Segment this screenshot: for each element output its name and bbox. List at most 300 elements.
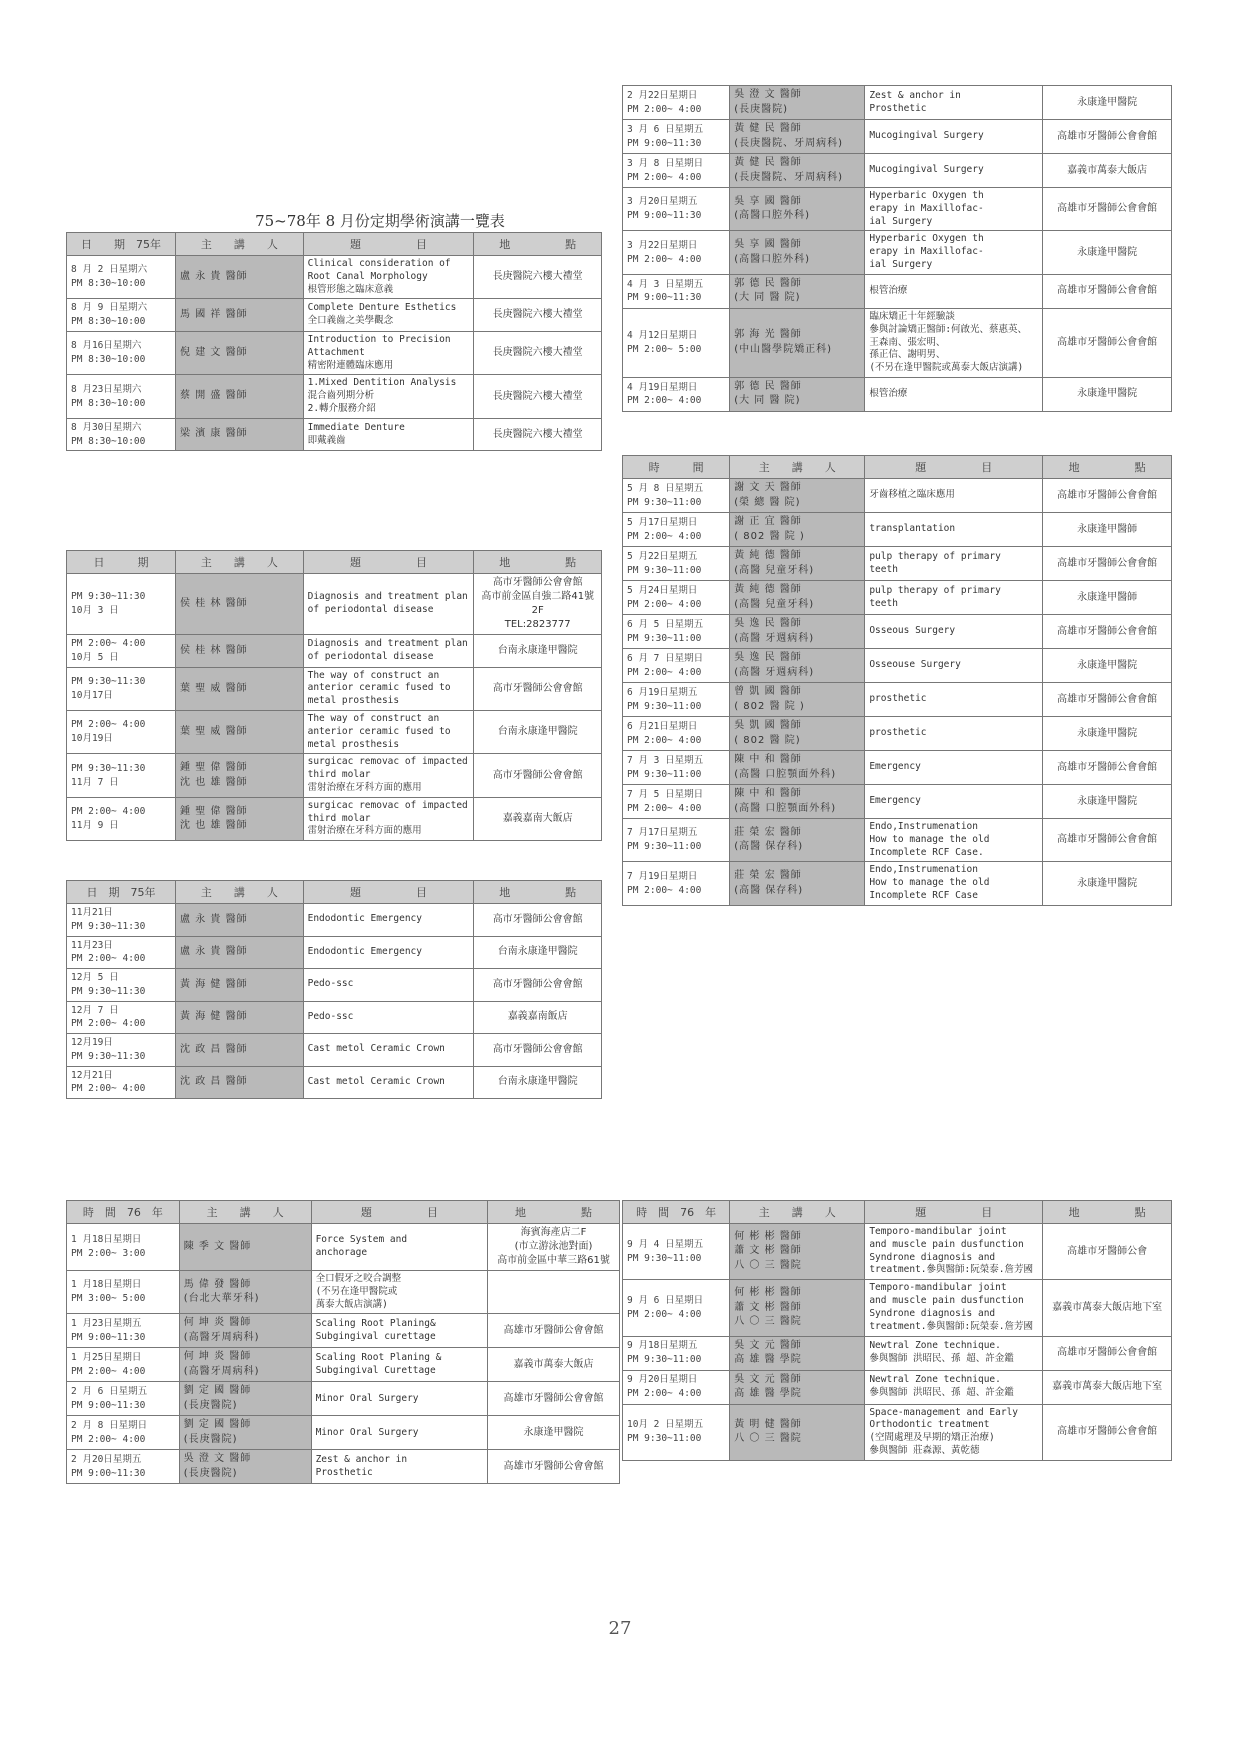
table-row [67, 1450, 620, 1484]
table-header-row [623, 1201, 1172, 1224]
table-row [67, 667, 602, 710]
table-row [67, 375, 602, 418]
lecture-date: 9 月 4 日星期五 PM 9:30~11:00 [623, 1224, 730, 1280]
column-header [865, 456, 1043, 479]
table-header-row [67, 881, 602, 904]
lecture-speaker: 何 坤 炎 醫師 (高醫牙周病科) [179, 1348, 311, 1382]
table-row [67, 710, 602, 753]
lecture-topic: Clinical consideration of Root Canal Morphology 根管形態之臨床意義 [303, 256, 474, 299]
lecture-place: 高市牙醫師公會會館 [474, 1034, 602, 1067]
lecture-speaker: 何 彬 彬 醫師 蕭 文 彬 醫師 八 〇 三 醫院 [730, 1280, 865, 1336]
table-row [67, 1416, 620, 1450]
column-header-label: 題 目 [360, 1206, 438, 1219]
lecture-speaker: 吳 澄 文 醫師 (長庚醫院) [179, 1450, 311, 1484]
lecture-speaker: 謝 正 宜 醫師 ( 802 醫 院 ) [730, 513, 865, 547]
table-row [623, 1280, 1172, 1336]
lecture-topic: surgicac removac of impacted third molar 雷射治療在牙科方面的應用 [303, 797, 474, 840]
lecture-date: 1 月18日星期日 PM 3:00~ 5:00 [67, 1271, 180, 1314]
lecture-speaker: 黃 健 民 醫師 (長庚醫院、牙周病科) [730, 154, 865, 188]
lecture-place: 永康逢甲醫院 [1043, 785, 1172, 819]
lecture-topic: pulp therapy of primary teeth [865, 547, 1043, 581]
column-header [865, 1201, 1043, 1224]
lecture-place: 嘉義市萬泰大飯店地下室 [1043, 1280, 1172, 1336]
lecture-place: 永康逢甲醫師 [1043, 581, 1172, 615]
page-number: 27 [608, 1618, 632, 1639]
table-row [623, 649, 1172, 683]
table-row [67, 969, 602, 1002]
lecture-speaker: 黃 純 德 醫師 (高醫 兒童牙科) [730, 547, 865, 581]
lecture-date: 3 月22日星期日 PM 2:00~ 4:00 [623, 231, 730, 274]
lecture-topic: 牙齒移植之臨床應用 [865, 479, 1043, 513]
table-row [623, 479, 1172, 513]
lecture-place: 台南永康逢甲醫院 [474, 1066, 602, 1099]
lecture-date: 11月23日 PM 2:00~ 4:00 [67, 936, 176, 969]
lecture-place: 高雄市牙醫師公會會館 [488, 1382, 620, 1416]
lecture-place: 台南永康逢甲醫院 [474, 635, 602, 668]
column-header [67, 881, 176, 904]
lecture-topic: Immediate Denture 即戴義齒 [303, 418, 474, 451]
lecture-topic: Endo,Instrumenation How to manage the old Incomplete RCF Case. [865, 819, 1043, 862]
lecture-date: PM 2:00~ 4:00 10月19日 [67, 710, 176, 753]
lecture-speaker: 吳 文 元 醫師 高 雄 醫 學院 [730, 1370, 865, 1404]
lecture-date: PM 9:30~11:30 10月 3 日 [67, 574, 176, 635]
table-row [623, 1224, 1172, 1280]
lecture-place: 高雄市牙醫師公會會館 [1043, 188, 1172, 231]
lecture-speaker: 黃 海 健 醫師 [176, 969, 304, 1002]
column-header [176, 881, 304, 904]
lecture-place: 台南永康逢甲醫院 [474, 936, 602, 969]
lecture-speaker: 盧 永 貴 醫師 [176, 936, 304, 969]
lecture-date: 9 月 6 日星期日 PM 2:00~ 4:00 [623, 1280, 730, 1336]
table-row [67, 904, 602, 937]
lecture-date: 8 月16日星期六 PM 8:30~10:00 [67, 331, 176, 374]
lecture-speaker: 謝 文 天 醫師 (榮 總 醫 院) [730, 479, 865, 513]
lecture-date: PM 2:00~ 4:00 10月 5 日 [67, 635, 176, 668]
column-header-label: 主 講 人 [200, 886, 278, 899]
lecture-topic: 根管治療 [865, 274, 1043, 308]
lecture-speaker: 侯 桂 林 醫師 [176, 574, 304, 635]
column-header-label: 題 目 [915, 1206, 993, 1219]
column-header-label: 地 點 [499, 238, 577, 251]
lecture-date: 7 月17日星期五 PM 9:30~11:00 [623, 819, 730, 862]
table-header-row [67, 1201, 620, 1224]
table-row [623, 308, 1172, 377]
lecture-speaker: 吳 享 國 醫師 (高醫口腔外科) [730, 188, 865, 231]
lecture-place: 永康逢甲醫院 [1043, 377, 1172, 411]
column-header [1043, 1201, 1172, 1224]
column-header-label: 主 講 人 [206, 1206, 284, 1219]
lecture-speaker: 郭 德 民 醫師 (大 同 醫 院) [730, 274, 865, 308]
table-header-row [67, 551, 602, 574]
lecture-date: 2 月 8 日星期日 PM 2:00~ 4:00 [67, 1416, 180, 1450]
lecture-place: 長庚醫院六樓大禮堂 [474, 375, 602, 418]
lecture-place: 永康逢甲醫院 [1043, 862, 1172, 905]
table-row [67, 797, 602, 840]
lecture-topic: Endodontic Emergency [303, 936, 474, 969]
column-header [730, 456, 865, 479]
lecture-speaker: 葉 聖 威 醫師 [176, 667, 304, 710]
table-row [623, 683, 1172, 717]
lecture-date: 5 月17日星期日 PM 2:00~ 4:00 [623, 513, 730, 547]
lecture-topic: 根管治療 [865, 377, 1043, 411]
lecture-topic: Cast metol Ceramic Crown [303, 1034, 474, 1067]
column-header [176, 551, 304, 574]
column-header-label: 日 期 75年 [81, 238, 162, 251]
table-row [623, 785, 1172, 819]
lecture-speaker: 侯 桂 林 醫師 [176, 635, 304, 668]
lecture-speaker: 吳 澄 文 醫師 (長庚醫院) [730, 86, 865, 120]
table-row [67, 299, 602, 332]
lecture-table [66, 1200, 620, 1484]
lecture-date: PM 9:30~11:30 10月17日 [67, 667, 176, 710]
table-header-row [623, 456, 1172, 479]
lecture-place: 高雄市牙醫師公會會館 [1043, 479, 1172, 513]
lecture-topic: 臨床矯正十年經驗談 參與討論矯正醫師:何啟光、蔡惠英、 王森南、張宏明、 孫正信、謝明男、 (不另在逢甲醫院或萬泰大飯店演講) [865, 308, 1043, 377]
lecture-place: 高雄市牙醫師公會會館 [1043, 1404, 1172, 1460]
lecture-topic: prosthetic [865, 717, 1043, 751]
lecture-place: 海賓海產店二F (市立游泳池對面) 高市前金區中華三路61號 [488, 1224, 620, 1271]
lecture-place: 高市牙醫師公會會館 [474, 754, 602, 797]
lecture-topic: Endodontic Emergency [303, 904, 474, 937]
lecture-place: 永康逢甲醫院 [1043, 86, 1172, 120]
lecture-date: 6 月21日星期日 PM 2:00~ 4:00 [623, 717, 730, 751]
column-header [176, 233, 304, 256]
lecture-speaker: 黃 純 德 醫師 (高醫 兒童牙科) [730, 581, 865, 615]
table-row [623, 547, 1172, 581]
table-row [623, 188, 1172, 231]
lecture-speaker: 梁 濱 康 醫師 [176, 418, 304, 451]
lecture-date: 3 月 6 日星期五 PM 9:00~11:30 [623, 120, 730, 154]
lecture-topic: 1.Mixed Dentition Analysis 混合齒列期分析 2.轉介服務介紹 [303, 375, 474, 418]
table-row [623, 154, 1172, 188]
table-row [67, 1271, 620, 1314]
column-header-label: 地 點 [1068, 461, 1146, 474]
lecture-topic: Force System and anchorage [311, 1224, 488, 1271]
lecture-table [622, 85, 1172, 412]
lecture-place: 高雄市牙醫師公會 [1043, 1224, 1172, 1280]
lecture-speaker: 沈 政 昌 醫師 [176, 1066, 304, 1099]
lecture-place: 高市牙醫師公會會館 [474, 904, 602, 937]
lecture-place: 高雄市牙醫師公會會館 [1043, 308, 1172, 377]
column-header-label: 地 點 [499, 886, 577, 899]
lecture-place: 高雄市牙醫師公會會館 [1043, 683, 1172, 717]
lecture-topic: Newtral Zone technique. 參與醫師 洪昭民、孫 超、許金鑑 [865, 1370, 1043, 1404]
lecture-place: 長庚醫院六樓大禮堂 [474, 256, 602, 299]
lecture-topic: 全口假牙之咬合調整 (不另在逢甲醫院或 萬泰大飯店演講) [311, 1271, 488, 1314]
lecture-speaker: 吳 逸 民 醫師 (高醫 牙週病科) [730, 649, 865, 683]
lecture-place: 永康逢甲醫師 [1043, 513, 1172, 547]
table-row [67, 1034, 602, 1067]
lecture-topic: The way of construct an anterior ceramic fused to metal prosthesis [303, 667, 474, 710]
lecture-date: 2 月20日星期五 PM 9:00~11:30 [67, 1450, 180, 1484]
lecture-speaker: 黃 明 健 醫師 八 〇 三 醫院 [730, 1404, 865, 1460]
column-header-label: 主 講 人 [758, 1206, 836, 1219]
lecture-speaker: 陳 季 文 醫師 [179, 1224, 311, 1271]
lecture-topic: Temporo-mandibular joint and muscle pain dusfunction Syndrone diagnosis and treatment.參與醫師:阮榮泰.詹芳國 [865, 1224, 1043, 1280]
lecture-speaker: 黃 健 民 醫師 (長庚醫院、牙周病科) [730, 120, 865, 154]
lecture-date: 4 月19日星期日 PM 2:00~ 4:00 [623, 377, 730, 411]
lecture-topic: Diagnosis and treatment plan of periodontal disease [303, 635, 474, 668]
column-header-label: 地 點 [1068, 1206, 1146, 1219]
column-header [67, 551, 176, 574]
lecture-topic: Temporo-mandibular joint and muscle pain dusfunction Syndrone diagnosis and treatment.參與醫師:阮榮泰.詹芳國 [865, 1280, 1043, 1336]
table-row [623, 1404, 1172, 1460]
column-header [474, 233, 602, 256]
lecture-place: 永康逢甲醫院 [1043, 649, 1172, 683]
lecture-place [488, 1271, 620, 1314]
table-row [623, 581, 1172, 615]
lecture-topic: Zest & anchor in Prosthetic [865, 86, 1043, 120]
table-row [67, 635, 602, 668]
column-header [1043, 456, 1172, 479]
column-header [488, 1201, 620, 1224]
lecture-table [622, 1200, 1172, 1461]
lecture-place: 高雄市牙醫師公會會館 [488, 1450, 620, 1484]
lecture-speaker: 馬 國 祥 醫師 [176, 299, 304, 332]
lecture-date: PM 9:30~11:30 11月 7 日 [67, 754, 176, 797]
lecture-speaker: 馬 偉 發 醫師 (台北大華牙科) [179, 1271, 311, 1314]
lecture-table [66, 550, 602, 841]
lecture-speaker: 郭 海 光 醫師 (中山醫學院矯正科) [730, 308, 865, 377]
lecture-place: 高雄市牙醫師公會會館 [1043, 1336, 1172, 1370]
lecture-date: 5 月 8 日星期五 PM 9:30~11:00 [623, 479, 730, 513]
lecture-date: 12月19日 PM 9:30~11:30 [67, 1034, 176, 1067]
lecture-place: 高雄市牙醫師公會會館 [1043, 274, 1172, 308]
lecture-place: 長庚醫院六樓大禮堂 [474, 418, 602, 451]
lecture-place: 高市牙醫師公會會館 [474, 969, 602, 1002]
lecture-date: 2 月22日星期日 PM 2:00~ 4:00 [623, 86, 730, 120]
column-header-label: 日 期 75年 [86, 886, 156, 899]
lecture-date: 7 月 5 日星期日 PM 2:00~ 4:00 [623, 785, 730, 819]
lecture-topic: Minor Oral Surgery [311, 1416, 488, 1450]
column-header [303, 233, 474, 256]
lecture-date: 5 月22日星期五 PM 9:30~11:00 [623, 547, 730, 581]
lecture-date: 8 月 2 日星期六 PM 8:30~10:00 [67, 256, 176, 299]
lecture-topic: Cast metol Ceramic Crown [303, 1066, 474, 1099]
lecture-speaker: 劉 定 國 醫師 (長庚醫院) [179, 1416, 311, 1450]
lecture-date: 7 月 3 日星期五 PM 9:30~11:00 [623, 751, 730, 785]
table-row [623, 862, 1172, 905]
lecture-date: 6 月 7 日星期日 PM 2:00~ 4:00 [623, 649, 730, 683]
lecture-date: 6 月 5 日星期五 PM 9:30~11:00 [623, 615, 730, 649]
lecture-place: 高市牙醫師公會會館 高市前金區自強二路41號2F TEL:2823777 [474, 574, 602, 635]
lecture-date: PM 2:00~ 4:00 11月 9 日 [67, 797, 176, 840]
column-header [730, 1201, 865, 1224]
table-row [623, 513, 1172, 547]
lecture-topic: Hyperbaric Oxygen th erapy in Maxillofac- ial Surgery [865, 231, 1043, 274]
table-row [623, 231, 1172, 274]
column-header [474, 551, 602, 574]
table-header-row [67, 233, 602, 256]
lecture-date: 10月 2 日星期五 PM 9:30~11:00 [623, 1404, 730, 1460]
lecture-date: 12月 5 日 PM 9:30~11:30 [67, 969, 176, 1002]
lecture-speaker: 盧 永 貴 醫師 [176, 256, 304, 299]
column-header-label: 時 間 76 年 [636, 1206, 717, 1219]
lecture-place: 高雄市牙醫師公會會館 [488, 1314, 620, 1348]
table-row [67, 1066, 602, 1099]
table-row [67, 1382, 620, 1416]
lecture-place: 高市牙醫師公會會館 [474, 667, 602, 710]
lecture-date: 4 月12日星期日 PM 2:00~ 5:00 [623, 308, 730, 377]
lecture-topic: Hyperbaric Oxygen th erapy in Maxillofac- ial Surgery [865, 188, 1043, 231]
table-row [67, 1314, 620, 1348]
lecture-topic: Scaling Root Planing & Subgingival Curettage [311, 1348, 488, 1382]
lecture-speaker: 莊 榮 宏 醫師 (高醫 保存科) [730, 819, 865, 862]
lecture-speaker: 劉 定 國 醫師 (長庚醫院) [179, 1382, 311, 1416]
lecture-date: 8 月30日星期六 PM 8:30~10:00 [67, 418, 176, 451]
lecture-place: 高雄市牙醫師公會會館 [1043, 120, 1172, 154]
lecture-speaker: 陳 中 和 醫師 (高醫 口腔顎面外科) [730, 751, 865, 785]
lecture-place: 永康逢甲醫院 [1043, 231, 1172, 274]
table-row [623, 819, 1172, 862]
lecture-place: 嘉義嘉南飯店 [474, 1001, 602, 1034]
lecture-date: 5 月24日星期日 PM 2:00~ 4:00 [623, 581, 730, 615]
lecture-place: 嘉義市萬泰大飯店 [488, 1348, 620, 1382]
column-header-label: 主 講 人 [200, 238, 278, 251]
table-row [67, 1224, 620, 1271]
column-header-label: 時 間 [648, 461, 704, 474]
lecture-speaker: 吳 凱 國 醫師 ( 802 醫 院) [730, 717, 865, 751]
lecture-topic: Mucogingival Surgery [865, 154, 1043, 188]
lecture-topic: pulp therapy of primary teeth [865, 581, 1043, 615]
lecture-topic: The way of construct an anterior ceramic fused to metal prosthesis [303, 710, 474, 753]
lecture-date: 3 月20日星期五 PM 9:00~11:30 [623, 188, 730, 231]
lecture-date: 9 月20日星期日 PM 2:00~ 4:00 [623, 1370, 730, 1404]
lecture-speaker: 倪 建 文 醫師 [176, 331, 304, 374]
table-row [623, 717, 1172, 751]
lecture-date: 3 月 8 日星期日 PM 2:00~ 4:00 [623, 154, 730, 188]
lecture-date: 8 月23日星期六 PM 8:30~10:00 [67, 375, 176, 418]
table-row [623, 751, 1172, 785]
lecture-place: 長庚醫院六樓大禮堂 [474, 299, 602, 332]
table-row [623, 274, 1172, 308]
lecture-speaker: 郭 德 民 醫師 (大 同 醫 院) [730, 377, 865, 411]
lecture-date: 11月21日 PM 9:30~11:30 [67, 904, 176, 937]
lecture-topic: Mucogingival Surgery [865, 120, 1043, 154]
lecture-speaker: 鍾 聖 偉 醫師 沈 也 雄 醫師 [176, 754, 304, 797]
lecture-place: 嘉義嘉南大飯店 [474, 797, 602, 840]
lecture-speaker: 沈 政 昌 醫師 [176, 1034, 304, 1067]
lecture-topic: Pedo-ssc [303, 1001, 474, 1034]
table-row [623, 1370, 1172, 1404]
column-header-label: 地 點 [515, 1206, 593, 1219]
column-header [474, 881, 602, 904]
column-header [67, 1201, 180, 1224]
lecture-speaker: 吳 逸 民 醫師 (高醫 牙週病科) [730, 615, 865, 649]
table-row [623, 120, 1172, 154]
lecture-place: 嘉義市萬泰大飯店地下室 [1043, 1370, 1172, 1404]
lecture-speaker: 吳 享 國 醫師 (高醫口腔外科) [730, 231, 865, 274]
lecture-topic: Scaling Root Planing& Subgingival curettage [311, 1314, 488, 1348]
table-row [67, 1001, 602, 1034]
lecture-topic: Diagnosis and treatment plan of periodontal disease [303, 574, 474, 635]
lecture-place: 高雄市牙醫師公會會館 [1043, 751, 1172, 785]
column-header-label: 題 目 [350, 886, 427, 899]
page-title: 75~78年 8 月份定期學術演講一覽表 [255, 212, 505, 230]
table-row [623, 615, 1172, 649]
table-row [67, 936, 602, 969]
column-header-label: 題 目 [350, 238, 427, 251]
lecture-place: 高雄市牙醫師公會會館 [1043, 615, 1172, 649]
column-header-label: 日 期 [93, 556, 149, 569]
lecture-topic: Endo,Instrumenation How to manage the old Incomplete RCF Case [865, 862, 1043, 905]
lecture-topic: transplantation [865, 513, 1043, 547]
lecture-speaker: 何 坤 炎 醫師 (高醫牙周病科) [179, 1314, 311, 1348]
lecture-topic: Newtral Zone technique. 參與醫師 洪昭民、孫 超、許金鑑 [865, 1336, 1043, 1370]
table-row [623, 1336, 1172, 1370]
lecture-speaker: 蔡 開 盛 醫師 [176, 375, 304, 418]
lecture-place: 永康逢甲醫院 [488, 1416, 620, 1450]
table-row [623, 377, 1172, 411]
column-header [303, 881, 474, 904]
column-header-label: 題 目 [915, 461, 993, 474]
lecture-topic: Introduction to Precision Attachment 精密附連體臨床應用 [303, 331, 474, 374]
lecture-date: 1 月23日星期五 PM 9:00~11:30 [67, 1314, 180, 1348]
lecture-speaker: 葉 聖 威 醫師 [176, 710, 304, 753]
column-header [623, 1201, 730, 1224]
lecture-topic: Minor Oral Surgery [311, 1382, 488, 1416]
lecture-place: 高雄市牙醫師公會會館 [1043, 547, 1172, 581]
lecture-speaker: 陳 中 和 醫師 (高醫 口腔顎面外科) [730, 785, 865, 819]
lecture-date: 9 月18日星期五 PM 9:30~11:00 [623, 1336, 730, 1370]
lecture-date: 6 月19日星期五 PM 9:30~11:00 [623, 683, 730, 717]
lecture-date: 2 月 6 日星期五 PM 9:00~11:30 [67, 1382, 180, 1416]
column-header [623, 456, 730, 479]
lecture-topic: Zest & anchor in Prosthetic [311, 1450, 488, 1484]
lecture-table [66, 232, 602, 451]
lecture-topic: Pedo-ssc [303, 969, 474, 1002]
lecture-place: 永康逢甲醫院 [1043, 717, 1172, 751]
lecture-date: 4 月 3 日星期五 PM 9:00~11:30 [623, 274, 730, 308]
lecture-date: 12月 7 日 PM 2:00~ 4:00 [67, 1001, 176, 1034]
lecture-speaker: 盧 永 貴 醫師 [176, 904, 304, 937]
column-header [303, 551, 474, 574]
lecture-topic: Space-management and Early Orthodontic treatment (空間處理及早期的矯正治療) 參與醫師 莊森源、黃乾德 [865, 1404, 1043, 1460]
lecture-place: 長庚醫院六樓大禮堂 [474, 331, 602, 374]
lecture-date: 8 月 9 日星期六 PM 8:30~10:00 [67, 299, 176, 332]
table-row [623, 86, 1172, 120]
lecture-table [622, 455, 1172, 906]
lecture-speaker: 鍾 聖 偉 醫師 沈 也 雄 醫師 [176, 797, 304, 840]
lecture-topic: Emergency [865, 785, 1043, 819]
column-header-label: 時 間 76 年 [82, 1206, 163, 1219]
column-header-label: 主 講 人 [758, 461, 836, 474]
lecture-table [66, 880, 602, 1099]
column-header [311, 1201, 488, 1224]
column-header-label: 題 目 [350, 556, 427, 569]
table-row [67, 331, 602, 374]
lecture-speaker: 何 彬 彬 醫師 蕭 文 彬 醫師 八 〇 三 醫院 [730, 1224, 865, 1280]
lecture-topic: surgicac removac of impacted third molar 雷射治療在牙科方面的應用 [303, 754, 474, 797]
column-header [179, 1201, 311, 1224]
column-header [67, 233, 176, 256]
table-row [67, 574, 602, 635]
lecture-speaker: 吳 文 元 醫師 高 雄 醫 學院 [730, 1336, 865, 1370]
lecture-place: 台南永康逢甲醫院 [474, 710, 602, 753]
lecture-speaker: 莊 榮 宏 醫師 (高醫 保存科) [730, 862, 865, 905]
table-row [67, 256, 602, 299]
lecture-date: 1 月18日星期日 PM 2:00~ 3:00 [67, 1224, 180, 1271]
column-header-label: 主 講 人 [200, 556, 278, 569]
lecture-speaker: 黃 海 健 醫師 [176, 1001, 304, 1034]
lecture-topic: prosthetic [865, 683, 1043, 717]
table-row [67, 1348, 620, 1382]
lecture-topic: Osseous Surgery [865, 615, 1043, 649]
column-header-label: 地 點 [499, 556, 577, 569]
lecture-place: 高雄市牙醫師公會會館 [1043, 819, 1172, 862]
lecture-place: 嘉義市萬泰大飯店 [1043, 154, 1172, 188]
lecture-speaker: 曾 凱 國 醫師 ( 802 醫 院 ) [730, 683, 865, 717]
